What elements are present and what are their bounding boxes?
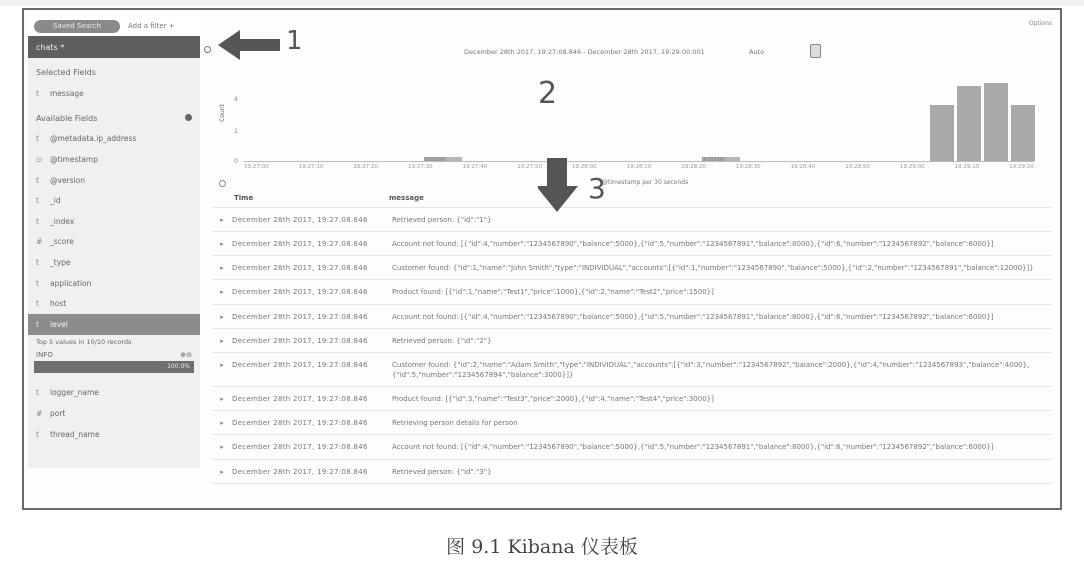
main-panel [204,10,1060,508]
row-message: Account not found: [{"id":4,"number":"1234567890","balance":5000},{"id":5,"number":"1234567891","balance":8000},{"id":6,"number":"1234567892","balance":6000}] [392,443,994,452]
row-message: Product found: [{"id":1,"name":"Test1","price":1000},{"id":2,"name":"Test2","price":1500}] [392,288,714,297]
options-link[interactable]: Options [1028,20,1052,27]
sidebar-top-bar [28,16,200,36]
y-tick: 0 [234,158,238,165]
x-tick-label: 19:28:10 [626,164,652,170]
x-axis-caption: @timestamp per 30 seconds [602,179,689,186]
annotation-label-3: 3 [588,172,606,205]
expand-row-icon[interactable]: ▸ [220,443,224,452]
y-tick: 2 [234,128,238,135]
x-tick-label: 19:29:20 [1009,164,1034,170]
available-fields-title: Available Fields [36,113,98,123]
table-row[interactable] [212,460,1052,484]
sidebar [28,16,200,468]
histogram-bar[interactable] [984,83,1008,161]
field-name: _index [50,216,75,226]
add-filter-link[interactable]: Add a filter + [128,22,175,30]
x-tick-label: 19:28:30 [735,164,761,170]
annotation-label-1: 1 [286,26,303,56]
selected-fields-header [28,58,200,83]
row-message: Retrieved person: {"id":"2"} [392,336,492,345]
y-tick: 4 [234,96,238,103]
histogram-chart [219,66,1034,186]
annotation-label-2: 2 [538,76,558,111]
expand-row-icon[interactable]: ▸ [220,240,224,249]
row-message: Retrieved person: {"id":"3"} [392,467,492,476]
row-message: Account not found: [{"id":4,"number":"1234567890","balance":5000},{"id":5,"number":"1234567891","balance":8000},{"id":6,"number":"1234567892","balance":6000}] [392,240,994,249]
field-name: port [50,408,66,418]
field-name: thread_name [50,429,100,439]
x-tick-label: 19:29:10 [954,164,980,170]
field-type-icon: t [36,175,39,185]
table-row[interactable] [212,353,1052,387]
table-row[interactable] [212,411,1052,435]
field-type-icon: t [36,388,39,398]
expand-row-icon[interactable]: ▸ [220,467,224,476]
field-visual-count: ⊕⊖ [180,350,192,359]
field-type-icon: t [36,216,39,226]
field-item-message[interactable] [28,83,200,104]
field-type-icon: t [36,134,39,144]
field-item-metadata-ip-address[interactable] [28,129,200,150]
field-item-score[interactable] [28,232,200,253]
field-name: _score [50,237,74,247]
column-header-time[interactable]: Time [234,193,254,202]
x-tick-label: 19:28:20 [681,164,706,170]
row-time: December 28th 2017, 19:27:08.846 [232,264,368,273]
lower-fields-list [28,383,200,445]
expand-row-icon[interactable]: ▸ [220,419,224,428]
table-settings-icon[interactable] [219,180,226,187]
x-axis-ticks [244,164,1034,170]
table-row[interactable] [212,305,1052,329]
x-tick-label: 19:27:30 [407,164,433,170]
index-pattern-selector[interactable] [28,36,200,58]
x-tick-label: 19:27:10 [298,164,324,170]
row-time: December 28th 2017, 19:27:08.846 [232,240,368,249]
field-item-type[interactable] [28,252,200,273]
available-fields-header [28,104,200,129]
field-item-timestamp[interactable] [28,149,200,170]
field-name: level [50,319,68,329]
field-value-percent: 100.0% [167,362,190,370]
interval-dropdown-icon[interactable] [810,44,821,58]
field-type-icon: # [36,237,43,247]
annotation-arrow-left [218,28,288,62]
column-header-message[interactable]: message [389,193,424,202]
histogram-bar[interactable] [930,105,954,161]
row-time: December 28th 2017, 19:27:08.846 [232,419,368,428]
x-tick-label: 19:28:00 [571,164,597,170]
field-name: _id [50,196,61,206]
annotation-arrow-down [538,158,582,214]
expand-row-icon[interactable]: ▸ [220,216,224,224]
field-type-icon: ⊙ [36,154,43,164]
small-bar: 0000000 [702,157,740,161]
row-time: December 28th 2017, 19:27:08.846 [232,443,368,452]
field-type-icon: t [36,88,39,98]
row-time: December 28th 2017, 19:27:08.846 [232,395,368,404]
row-message: Retrieving person details for person [392,419,518,428]
field-type-icon: t [36,257,39,267]
row-message: Customer found: {"id":1,"name":"John Smith","type":"INDIVIDUAL","accounts":[{"id":1,"number":"1234567890","balance":5000},{"id":2,"number":"1234567891","balance":12000}]} [392,264,1034,273]
histogram-bar[interactable] [1011,105,1035,161]
expand-row-icon[interactable]: ▸ [220,312,224,321]
table-row[interactable] [212,329,1052,353]
field-name: application [50,278,92,288]
row-message: Customer found: {"id":2,"name":"Adam Smith","type":"INDIVIDUAL","accounts":[{"id":3,"number":"1234567892","balance":2000},{"id":4,"number":"1234567893","balance":4000},{"id":5,"number":"1234567894","balance":3000}]} [392,360,1030,379]
expand-row-icon[interactable]: ▸ [220,395,224,404]
field-name: logger_name [50,388,99,398]
field-name: @version [50,175,85,185]
field-item-port[interactable] [28,403,200,424]
field-item-logger-name[interactable] [28,383,200,404]
table-row[interactable] [212,256,1052,280]
field-name: @metadata.ip_address [50,134,137,144]
scan-top-strip [0,0,1084,6]
table-row[interactable] [212,387,1052,411]
interval-select[interactable]: Auto [749,48,765,56]
field-name: host [50,299,67,309]
field-item-thread-name[interactable] [28,424,200,445]
index-pattern-name: chats * [36,42,65,52]
field-item-level[interactable] [28,314,200,335]
row-time: December 28th 2017, 19:27:08.846 [232,312,368,321]
x-tick-label: 19:27:20 [353,164,379,170]
table-header [212,188,1052,208]
table-row[interactable] [212,208,1052,232]
expand-row-icon[interactable]: ▸ [220,360,224,369]
field-item-version[interactable] [28,170,200,191]
field-type-icon: t [36,278,39,288]
field-name: message [50,88,84,98]
selected-fields-title: Selected Fields [36,68,96,77]
y-axis-label: Count [219,104,226,122]
gear-icon[interactable] [185,114,192,121]
row-time: December 28th 2017, 19:27:08.846 [232,360,368,369]
field-name: @timestamp [50,154,98,164]
field-type-icon: t [36,196,39,206]
expand-row-icon[interactable]: ▸ [220,288,224,297]
row-time: December 28th 2017, 19:27:08.846 [232,467,368,476]
x-tick-label: 19:27:40 [462,164,488,170]
row-message: Retrieved person: {"id":"1"} [392,216,492,224]
x-tick-label: 19:28:40 [790,164,816,170]
field-visual-label: INFO [36,350,53,359]
histogram-bar[interactable] [957,86,981,161]
expand-row-icon[interactable]: ▸ [220,264,224,273]
table-body [212,208,1052,484]
field-type-icon: t [36,299,39,309]
histogram-plot-area[interactable] [244,78,1034,162]
field-value-bar[interactable] [34,361,194,373]
x-tick-label: 19:28:50 [845,164,870,170]
available-fields-list [28,129,200,335]
saved-search-button[interactable]: Saved Search [34,20,120,33]
field-name: _type [50,257,71,267]
figure-caption: 图 9.1 Kibana 仪表板 [446,536,638,558]
field-item-application[interactable] [28,273,200,294]
small-bar: 0000000 [424,157,462,161]
table-row[interactable] [212,232,1052,256]
row-message: Account not found: [{"id":4,"number":"1234567890","balance":5000},{"id":5,"number":"1234567891","balance":8000},{"id":6,"number":"1234567892","balance":6000}] [392,312,994,321]
row-time: December 28th 2017, 19:27:08.846 [232,336,368,345]
table-row[interactable] [212,435,1052,459]
x-tick-label: 19:27:50 [517,164,542,170]
x-tick-label: 19:29:00 [899,164,925,170]
row-time: December 28th 2017, 19:27:08.846 [232,216,368,224]
field-type-icon: t [36,319,39,329]
time-range-text: December 28th 2017, 19:27:08.846 - December 28th 2017, 19:29:00.001 [464,48,705,56]
expand-row-icon[interactable]: ▸ [220,336,224,345]
row-time: December 28th 2017, 19:27:08.846 [232,288,368,297]
collapse-sidebar-icon[interactable] [204,46,211,53]
row-message: Product found: [{"id":3,"name":"Test3","price":2000},{"id":4,"name":"Test4","price":3000}] [392,395,714,404]
field-item-host[interactable] [28,293,200,314]
field-type-icon: # [36,408,43,418]
documents-table [212,188,1052,484]
field-visual-header [28,349,200,361]
field-item-index[interactable] [28,211,200,232]
top-values-text: Top 5 values in 10/10 records [36,337,132,346]
field-item-id[interactable] [28,190,200,211]
field-type-icon: t [36,429,39,439]
table-row[interactable] [212,280,1052,304]
x-tick-label: 19:27:00 [244,164,269,170]
